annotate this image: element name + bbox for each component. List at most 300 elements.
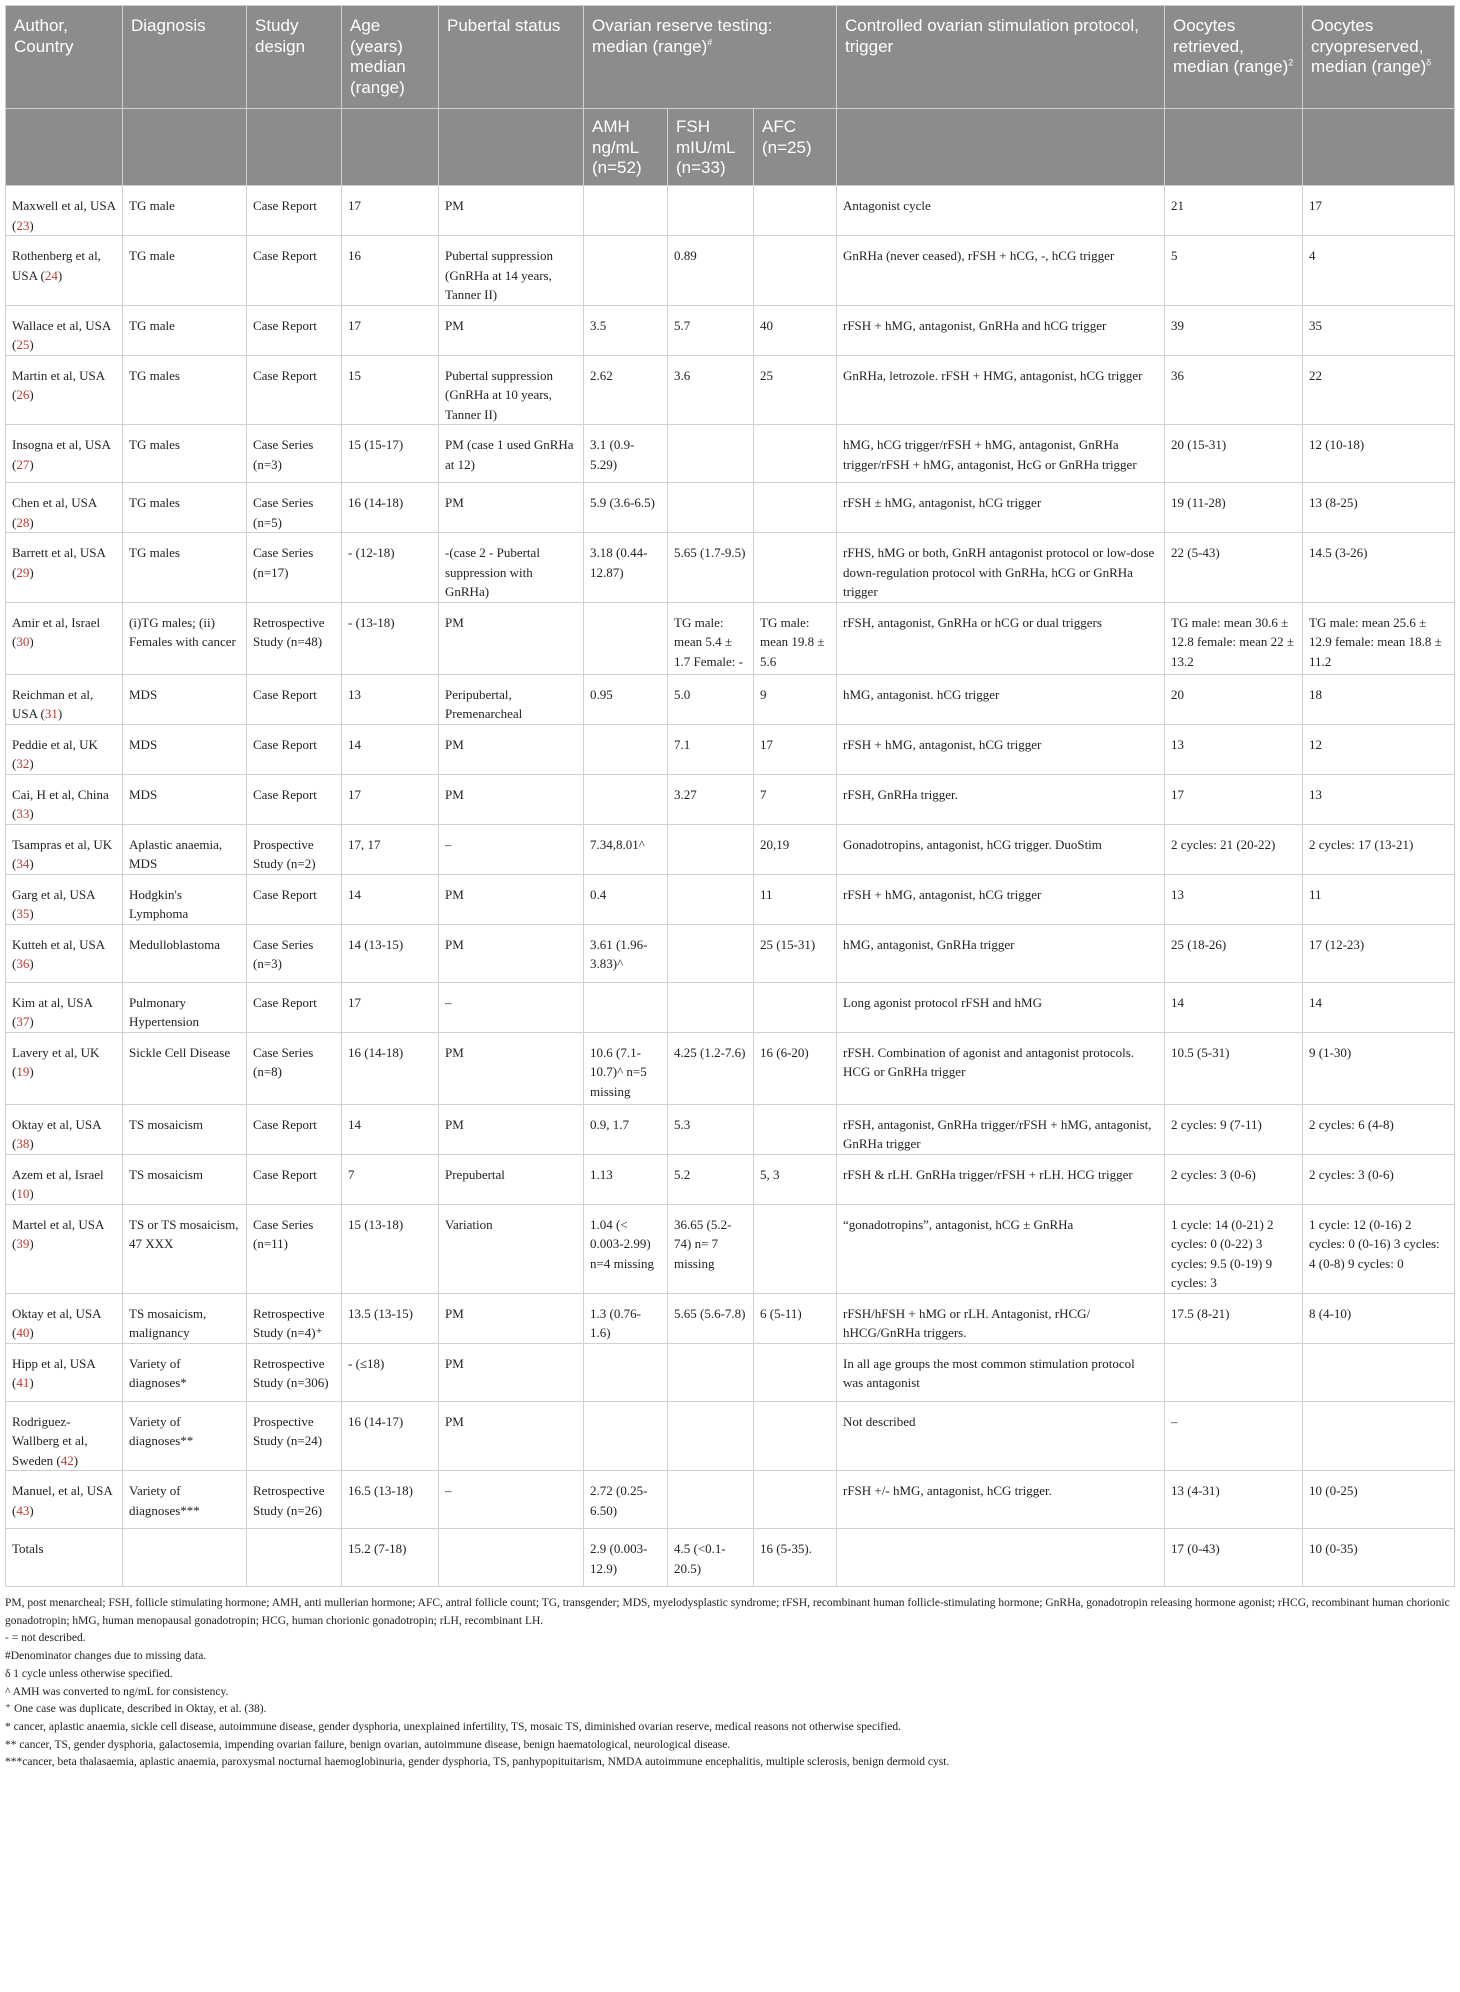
cell-amh: 3.1 (0.9-5.29) <box>584 425 668 483</box>
cell-age: - (≤18) <box>342 1343 439 1401</box>
cell-age: 14 <box>342 874 439 924</box>
cell-author: Kim at al, USA (37) <box>6 982 123 1032</box>
cell-fsh <box>668 1343 754 1401</box>
cell-retrieved: 2 cycles: 21 (20-22) <box>1165 824 1303 874</box>
subheader-empty <box>342 109 439 186</box>
cell-afc: 7 <box>754 774 837 824</box>
cell-age: 15 (13-18) <box>342 1204 439 1293</box>
cell-design: Case Report <box>247 236 342 306</box>
cell-diagnosis: TG male <box>123 305 247 355</box>
col-fsh: FSH mIU/mL (n=33) <box>668 109 754 186</box>
cell-age: 14 <box>342 1104 439 1154</box>
cell-age: 15.2 (7-18) <box>342 1529 439 1587</box>
cell-amh: 0.4 <box>584 874 668 924</box>
cell-diagnosis: Hodgkin's Lymphoma <box>123 874 247 924</box>
cell-cryo: 2 cycles: 3 (0-6) <box>1303 1154 1455 1204</box>
cell-afc <box>754 483 837 533</box>
cell-protocol: rFSH, antagonist, GnRHa trigger/rFSH + hMG, antagonist, GnRHa trigger <box>837 1104 1165 1154</box>
cell-amh: 3.18 (0.44-12.87) <box>584 533 668 603</box>
cell-pubertal: – <box>439 824 584 874</box>
table-row <box>6 1401 1455 1471</box>
cell-design: Retrospective Study (n=26) <box>247 1471 342 1529</box>
cell-amh: 7.34,8.01^ <box>584 824 668 874</box>
cell-age: - (12-18) <box>342 533 439 603</box>
cell-protocol: hMG, hCG trigger/rFSH + hMG, antagonist, GnRHa trigger/rFSH + hMG, antagonist, HcG or GnRHa trigger <box>837 425 1165 483</box>
cell-fsh: TG male: mean 5.4 ± 1.7 Female: - <box>668 602 754 674</box>
table-row <box>6 924 1455 982</box>
cell-pubertal: – <box>439 982 584 1032</box>
cell-pubertal: PM <box>439 774 584 824</box>
cell-retrieved: 20 <box>1165 674 1303 724</box>
table-row <box>6 724 1455 774</box>
cell-author: Reichman et al, USA (31) <box>6 674 123 724</box>
cell-age: 16.5 (13-18) <box>342 1471 439 1529</box>
col-ovarian-reserve: Ovarian reserve testing: median (range)# <box>584 6 837 109</box>
subheader-empty <box>123 109 247 186</box>
table-row <box>6 982 1455 1032</box>
cell-age: 14 (13-15) <box>342 924 439 982</box>
cell-amh <box>584 186 668 236</box>
cell-amh: 1.13 <box>584 1154 668 1204</box>
cell-retrieved: 14 <box>1165 982 1303 1032</box>
cell-diagnosis: TG males <box>123 533 247 603</box>
cell-fsh: 5.65 (1.7-9.5) <box>668 533 754 603</box>
cell-protocol <box>837 1529 1165 1587</box>
cell-author: Wallace et al, USA (25) <box>6 305 123 355</box>
cell-protocol: rFSH + hMG, antagonist, GnRHa and hCG trigger <box>837 305 1165 355</box>
citation-link[interactable]: 25 <box>16 337 30 352</box>
citation-link[interactable]: 38 <box>16 1136 30 1151</box>
cell-pubertal: PM <box>439 186 584 236</box>
cell-cryo: 14.5 (3-26) <box>1303 533 1455 603</box>
cell-age: 16 (14-18) <box>342 483 439 533</box>
cell-retrieved: 39 <box>1165 305 1303 355</box>
cell-pubertal: PM <box>439 1343 584 1401</box>
cell-design: Case Report <box>247 1104 342 1154</box>
cell-author: Manuel, et al, USA (43) <box>6 1471 123 1529</box>
table-row <box>6 1104 1455 1154</box>
cell-amh: 2.72 (0.25-6.50) <box>584 1471 668 1529</box>
cell-design: Case Report <box>247 674 342 724</box>
cell-protocol: Antagonist cycle <box>837 186 1165 236</box>
cell-retrieved: 25 (18-26) <box>1165 924 1303 982</box>
citation-link[interactable]: 30 <box>16 634 30 649</box>
table-row <box>6 1529 1455 1587</box>
cell-age: 16 (14-18) <box>342 1032 439 1104</box>
subheader-empty <box>1165 109 1303 186</box>
cell-age: 17 <box>342 982 439 1032</box>
cell-afc: 16 (6-20) <box>754 1032 837 1104</box>
cell-amh: 3.61 (1.96-3.83)^ <box>584 924 668 982</box>
cell-afc: 20,19 <box>754 824 837 874</box>
cell-protocol: rFSH. Combination of agonist and antagonist protocols. HCG or GnRHa trigger <box>837 1032 1165 1104</box>
cell-protocol: rFHS, hMG or both, GnRH antagonist protocol or low-dose down-regulation protocol with GnRHa, hCG or GnRHa trigger <box>837 533 1165 603</box>
cell-pubertal: PM <box>439 1293 584 1343</box>
cell-afc: TG male: mean 19.8 ± 5.6 <box>754 602 837 674</box>
cell-afc: 16 (5-35). <box>754 1529 837 1587</box>
cell-design: Case Series (n=17) <box>247 533 342 603</box>
cell-design: Case Series (n=11) <box>247 1204 342 1293</box>
cell-retrieved: 17 <box>1165 774 1303 824</box>
cell-age: 15 (15-17) <box>342 425 439 483</box>
table-container <box>5 5 1454 1772</box>
table-row <box>6 1032 1455 1104</box>
cell-design: Case Report <box>247 355 342 425</box>
cell-afc <box>754 236 837 306</box>
cell-protocol: rFSH, GnRHa trigger. <box>837 774 1165 824</box>
table-row <box>6 483 1455 533</box>
cell-fsh: 5.65 (5.6-7.8) <box>668 1293 754 1343</box>
cell-amh <box>584 982 668 1032</box>
footnote: * cancer, aplastic anaemia, sickle cell disease, autoimmune disease, gender dysphoria, unexplained infertility, TS, mosaic TS, diminished ovarian reserve, medical reasons not otherwise specified. <box>5 1720 902 1733</box>
cell-diagnosis: TS mosaicism <box>123 1104 247 1154</box>
subheader-empty <box>439 109 584 186</box>
col-pubertal-status: Pubertal status <box>439 6 584 109</box>
cell-afc <box>754 1471 837 1529</box>
cell-cryo: 35 <box>1303 305 1455 355</box>
table-row <box>6 533 1455 603</box>
cell-amh: 1.04 (< 0.003-2.99) n=4 missing <box>584 1204 668 1293</box>
cell-cryo: 10 (0-25) <box>1303 1471 1455 1529</box>
table-row <box>6 824 1455 874</box>
cell-fsh: 0.89 <box>668 236 754 306</box>
subheader-empty <box>247 109 342 186</box>
cell-cryo: 9 (1-30) <box>1303 1032 1455 1104</box>
cell-pubertal: Pubertal suppression (GnRHa at 14 years, Tanner II) <box>439 236 584 306</box>
col-diagnosis: Diagnosis <box>123 6 247 109</box>
cell-protocol: rFSH ± hMG, antagonist, hCG trigger <box>837 483 1165 533</box>
citation-link[interactable]: 35 <box>16 906 30 921</box>
cell-amh: 2.9 (0.003-12.9) <box>584 1529 668 1587</box>
subheader-empty <box>6 109 123 186</box>
cell-pubertal: PM <box>439 874 584 924</box>
cell-protocol: rFSH +/- hMG, antagonist, hCG trigger. <box>837 1471 1165 1529</box>
cell-protocol: rFSH + hMG, antagonist, hCG trigger <box>837 724 1165 774</box>
cell-fsh <box>668 874 754 924</box>
table-row <box>6 602 1455 674</box>
cell-retrieved: 17 (0-43) <box>1165 1529 1303 1587</box>
table-row <box>6 1154 1455 1204</box>
cell-cryo: 22 <box>1303 355 1455 425</box>
col-afc: AFC (n=25) <box>754 109 837 186</box>
cell-author: Amir et al, Israel (30) <box>6 602 123 674</box>
cell-age: 7 <box>342 1154 439 1204</box>
cell-diagnosis: TG males <box>123 355 247 425</box>
cell-fsh <box>668 483 754 533</box>
citation-link[interactable]: 39 <box>16 1236 30 1251</box>
table-row <box>6 236 1455 306</box>
citation-link[interactable]: 23 <box>16 217 30 233</box>
cell-author: Hipp et al, USA (41) <box>6 1343 123 1401</box>
table-row <box>6 774 1455 824</box>
cell-design: Case Series (n=5) <box>247 483 342 533</box>
cell-author: Rodriguez-Wallberg et al, Sweden (42) <box>6 1401 123 1471</box>
cell-retrieved: 22 (5-43) <box>1165 533 1303 603</box>
citation-link[interactable]: 36 <box>16 956 30 971</box>
citation-link[interactable]: 24 <box>44 267 58 283</box>
cell-pubertal: PM <box>439 724 584 774</box>
cell-fsh <box>668 1471 754 1529</box>
cell-protocol: rFSH, antagonist, GnRHa or hCG or dual triggers <box>837 602 1165 674</box>
cell-author: Cai, H et al, China (33) <box>6 774 123 824</box>
citation-link[interactable]: 27 <box>16 456 30 472</box>
footnote: #Denominator changes due to missing data. <box>5 1650 207 1663</box>
cell-cryo: 4 <box>1303 236 1455 306</box>
cell-amh: 3.5 <box>584 305 668 355</box>
table-row <box>6 1471 1455 1529</box>
cell-afc: 5, 3 <box>754 1154 837 1204</box>
citation-link[interactable]: 29 <box>16 564 30 580</box>
cell-retrieved: TG male: mean 30.6 ± 12.8 female: mean 22 ± 13.2 <box>1165 602 1303 674</box>
cell-design: Prospective Study (n=24) <box>247 1401 342 1471</box>
citation-link[interactable]: 41 <box>16 1375 30 1390</box>
cell-afc <box>754 186 837 236</box>
cell-cryo: 17 (12-23) <box>1303 924 1455 982</box>
cell-amh: 2.62 <box>584 355 668 425</box>
cell-cryo: 12 <box>1303 724 1455 774</box>
footnote: ^ AMH was converted to ng/mL for consistency. <box>5 1685 229 1698</box>
cell-fsh <box>668 982 754 1032</box>
cell-fsh: 5.0 <box>668 674 754 724</box>
cell-retrieved: 1 cycle: 14 (0-21) 2 cycles: 0 (0-22) 3 cycles: 9.5 (0-19) 9 cycles: 3 <box>1165 1204 1303 1293</box>
cell-cryo: 10 (0-35) <box>1303 1529 1455 1587</box>
cell-fsh <box>668 924 754 982</box>
cell-pubertal: PM (case 1 used GnRHa at 12) <box>439 425 584 483</box>
table-row <box>6 674 1455 724</box>
table-body <box>6 186 1455 1587</box>
cell-protocol: Gonadotropins, antagonist, hCG trigger. DuoStim <box>837 824 1165 874</box>
cell-amh <box>584 602 668 674</box>
cell-afc: 25 (15-31) <box>754 924 837 982</box>
cell-age: 16 <box>342 236 439 306</box>
subheader-empty <box>837 109 1165 186</box>
cell-diagnosis: TS mosaicism <box>123 1154 247 1204</box>
cell-diagnosis: Variety of diagnoses* <box>123 1343 247 1401</box>
cell-protocol: GnRHa, letrozole. rFSH + HMG, antagonist, hCG trigger <box>837 355 1165 425</box>
cell-cryo: 8 (4-10) <box>1303 1293 1455 1343</box>
cell-design: Case Report <box>247 186 342 236</box>
cell-afc <box>754 1401 837 1471</box>
cell-fsh <box>668 1401 754 1471</box>
cell-design: Case Report <box>247 774 342 824</box>
citation-link[interactable]: 10 <box>16 1186 30 1201</box>
cell-author: Chen et al, USA (28) <box>6 483 123 533</box>
cell-afc <box>754 1343 837 1401</box>
cell-protocol: rFSH + hMG, antagonist, hCG trigger <box>837 874 1165 924</box>
cell-diagnosis: TG males <box>123 425 247 483</box>
cell-age: 17 <box>342 305 439 355</box>
cell-afc: 9 <box>754 674 837 724</box>
cell-pubertal: – <box>439 1471 584 1529</box>
cell-cryo: 1 cycle: 12 (0-16) 2 cycles: 0 (0-16) 3 cycles: 4 (0-8) 9 cycles: 0 <box>1303 1204 1455 1293</box>
cell-retrieved: 13 <box>1165 874 1303 924</box>
cell-amh: 0.95 <box>584 674 668 724</box>
cell-retrieved: 2 cycles: 9 (7-11) <box>1165 1104 1303 1154</box>
cell-age: 15 <box>342 355 439 425</box>
cell-amh: 10.6 (7.1-10.7)^ n=5 missing <box>584 1032 668 1104</box>
cell-diagnosis: TG male <box>123 186 247 236</box>
col-age: Age (years) median (range) <box>342 6 439 109</box>
citation-link[interactable]: 19 <box>16 1064 30 1079</box>
cell-amh: 0.9, 1.7 <box>584 1104 668 1154</box>
cell-pubertal: PM <box>439 602 584 674</box>
studies-table <box>5 5 1455 1587</box>
cell-afc: 17 <box>754 724 837 774</box>
cell-diagnosis: TS mosaicism, malignancy <box>123 1293 247 1343</box>
cell-cryo: 2 cycles: 6 (4-8) <box>1303 1104 1455 1154</box>
citation-link[interactable]: 31 <box>44 706 58 721</box>
cell-author: Oktay et al, USA (38) <box>6 1104 123 1154</box>
cell-fsh: 4.25 (1.2-7.6) <box>668 1032 754 1104</box>
cell-author: Martel et al, USA (39) <box>6 1204 123 1293</box>
cell-design: Case Report <box>247 982 342 1032</box>
cell-retrieved: 19 (11-28) <box>1165 483 1303 533</box>
cell-retrieved: 13 <box>1165 724 1303 774</box>
cell-diagnosis: TG males <box>123 483 247 533</box>
table-row <box>6 425 1455 483</box>
cell-amh <box>584 724 668 774</box>
citation-link[interactable]: 28 <box>16 514 30 530</box>
cell-diagnosis: Pulmonary Hypertension <box>123 982 247 1032</box>
cell-afc <box>754 425 837 483</box>
footnote: - = not described. <box>5 1632 86 1645</box>
cell-author: Tsampras et al, UK (34) <box>6 824 123 874</box>
cell-diagnosis: MDS <box>123 774 247 824</box>
table-row <box>6 1293 1455 1343</box>
cell-pubertal: Prepubertal <box>439 1154 584 1204</box>
citation-link[interactable]: 43 <box>16 1502 30 1518</box>
cell-age: 17 <box>342 186 439 236</box>
footnote: ⁺ One case was duplicate, described in Oktay, et al. (38). <box>5 1703 267 1716</box>
cell-age: 17 <box>342 774 439 824</box>
cell-author: Lavery et al, UK (19) <box>6 1032 123 1104</box>
cell-amh <box>584 236 668 306</box>
cell-afc: 25 <box>754 355 837 425</box>
cell-fsh: 5.7 <box>668 305 754 355</box>
cell-amh: 1.3 (0.76-1.6) <box>584 1293 668 1343</box>
cell-diagnosis: (i)TG males; (ii) Females with cancer <box>123 602 247 674</box>
cell-amh <box>584 774 668 824</box>
col-protocol: Controlled ovarian stimulation protocol, trigger <box>837 6 1165 109</box>
cell-design: Case Report <box>247 305 342 355</box>
cell-protocol: hMG, antagonist. hCG trigger <box>837 674 1165 724</box>
cell-retrieved: 21 <box>1165 186 1303 236</box>
cell-diagnosis: MDS <box>123 724 247 774</box>
cell-diagnosis: Sickle Cell Disease <box>123 1032 247 1104</box>
table-row <box>6 1343 1455 1401</box>
table-row <box>6 1204 1455 1293</box>
cell-age: 13.5 (13-15) <box>342 1293 439 1343</box>
cell-cryo: TG male: mean 25.6 ± 12.9 female: mean 18.8 ± 11.2 <box>1303 602 1455 674</box>
cell-fsh: 36.65 (5.2-74) n= 7 missing <box>668 1204 754 1293</box>
cell-diagnosis: Aplastic anaemia, MDS <box>123 824 247 874</box>
cell-design: Case Series (n=3) <box>247 425 342 483</box>
cell-pubertal: PM <box>439 305 584 355</box>
citation-link[interactable]: 33 <box>16 806 30 821</box>
cell-pubertal: Pubertal suppression (GnRHa at 10 years, Tanner II) <box>439 355 584 425</box>
cell-cryo: 14 <box>1303 982 1455 1032</box>
cell-retrieved: 2 cycles: 3 (0-6) <box>1165 1154 1303 1204</box>
citation-link[interactable]: 37 <box>16 1014 30 1029</box>
cell-design <box>247 1529 342 1587</box>
cell-author: Azem et al, Israel (10) <box>6 1154 123 1204</box>
cell-retrieved: – <box>1165 1401 1303 1471</box>
subheader-empty <box>1303 109 1455 186</box>
col-oocytes-cryopreserved: Oocytes cryopreserved, median (range)$^\delta$ <box>1303 6 1455 109</box>
cell-retrieved: 36 <box>1165 355 1303 425</box>
cell-afc <box>754 1104 837 1154</box>
col-amh: AMH ng/mL (n=52) <box>584 109 668 186</box>
cell-amh <box>584 1401 668 1471</box>
footnote: ***cancer, beta thalasaemia, aplastic anaemia, paroxysmal nocturnal haemoglobinuria, gender dysphoria, TS, panhypopituitarism, NMDA autoimmune encephalitis, multiple sclerosis, benign dermoid cyst. <box>5 1756 950 1769</box>
cell-author: Kutteh et al, USA (36) <box>6 924 123 982</box>
cell-design: Case Series (n=3) <box>247 924 342 982</box>
cell-author: Barrett et al, USA (29) <box>6 533 123 603</box>
cell-fsh: 5.2 <box>668 1154 754 1204</box>
cell-afc <box>754 533 837 603</box>
cell-protocol: Not described <box>837 1401 1165 1471</box>
cell-age: 13 <box>342 674 439 724</box>
cell-cryo: 13 (8-25) <box>1303 483 1455 533</box>
citation-link[interactable]: 40 <box>16 1325 30 1340</box>
cell-retrieved: 20 (15-31) <box>1165 425 1303 483</box>
cell-diagnosis: TG male <box>123 236 247 306</box>
citation-link[interactable]: 26 <box>16 387 30 402</box>
cell-afc: 6 (5-11) <box>754 1293 837 1343</box>
citation-link[interactable]: 32 <box>16 756 30 771</box>
cell-retrieved: 5 <box>1165 236 1303 306</box>
table-row <box>6 874 1455 924</box>
cell-protocol: rFSH/hFSH + hMG or rLH. Antagonist, rHCG/ hHCG/GnRHa triggers. <box>837 1293 1165 1343</box>
footnote: δ 1 cycle unless otherwise specified. <box>5 1667 173 1680</box>
cell-retrieved: 17.5 (8-21) <box>1165 1293 1303 1343</box>
col-study-design: Study design <box>247 6 342 109</box>
cell-author: Oktay et al, USA (40) <box>6 1293 123 1343</box>
cell-cryo: 12 (10-18) <box>1303 425 1455 483</box>
cell-protocol: “gonadotropins”, antagonist, hCG ± GnRHa <box>837 1204 1165 1293</box>
cell-protocol: hMG, antagonist, GnRHa trigger <box>837 924 1165 982</box>
cell-diagnosis: MDS <box>123 674 247 724</box>
cell-design: Case Report <box>247 724 342 774</box>
cell-protocol: In all age groups the most common stimulation protocol was antagonist <box>837 1343 1165 1401</box>
cell-fsh <box>668 425 754 483</box>
cell-pubertal: PM <box>439 924 584 982</box>
cell-author: Maxwell et al, USA (23) <box>6 186 123 236</box>
cell-afc: 40 <box>754 305 837 355</box>
cell-age: 17, 17 <box>342 824 439 874</box>
table-row <box>6 305 1455 355</box>
col-oocytes-retrieved: Oocytes retrieved, median (range)$^2$ <box>1165 6 1303 109</box>
footnote: ** cancer, TS, gender dysphoria, galactosemia, impending ovarian failure, benign ovarian, autoimmune disease, benign haematological, neurological disease. <box>5 1738 731 1751</box>
cell-design: Case Report <box>247 1154 342 1204</box>
cell-author: Martin et al, USA (26) <box>6 355 123 425</box>
cell-cryo: 17 <box>1303 186 1455 236</box>
cell-afc <box>754 1204 837 1293</box>
cell-design: Retrospective Study (n=306) <box>247 1343 342 1401</box>
cell-amh: 5.9 (3.6-6.5) <box>584 483 668 533</box>
citation-link[interactable]: 34 <box>16 856 30 871</box>
cell-cryo: 2 cycles: 17 (13-21) <box>1303 824 1455 874</box>
citation-link[interactable]: 42 <box>60 1452 74 1468</box>
cell-pubertal: -(case 2 - Pubertal suppression with GnRHa) <box>439 533 584 603</box>
cell-pubertal: PM <box>439 1104 584 1154</box>
cell-cryo: 11 <box>1303 874 1455 924</box>
cell-fsh: 7.1 <box>668 724 754 774</box>
table-footnotes <box>5 1595 1454 1772</box>
cell-design: Retrospective Study (n=4)⁺ <box>247 1293 342 1343</box>
cell-diagnosis: Variety of diagnoses*** <box>123 1471 247 1529</box>
cell-author: Rothenberg et al, USA (24) <box>6 236 123 306</box>
